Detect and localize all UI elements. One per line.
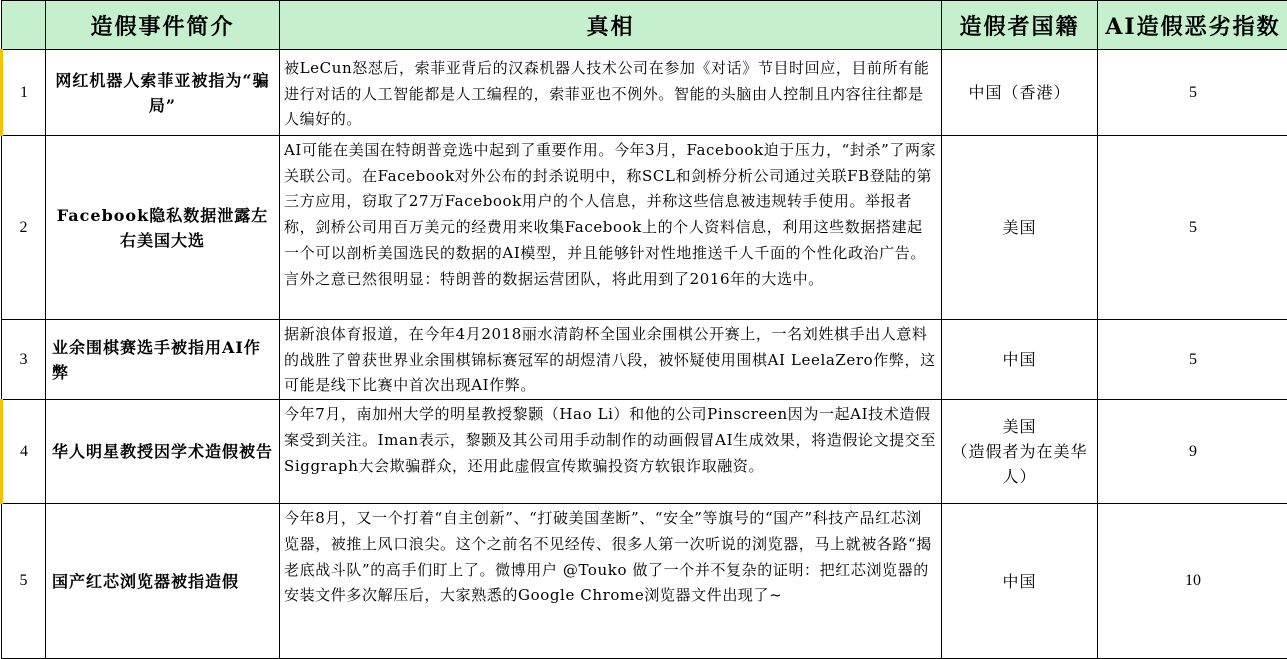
table-row bbox=[2, 136, 1287, 320]
header-index-cell bbox=[2, 1, 46, 50]
nationality-note: （造假者为在美华人） bbox=[948, 439, 1091, 489]
score: 9 bbox=[1098, 400, 1287, 504]
score: 5 bbox=[1098, 320, 1287, 400]
row-index: 4 bbox=[2, 400, 46, 504]
event-title: 国产红芯浏览器被指造假 bbox=[46, 504, 280, 659]
score: 5 bbox=[1098, 136, 1287, 320]
event-title: 网红机器人索菲亚被指为“骗局” bbox=[46, 50, 280, 136]
nationality: 美国 bbox=[948, 414, 1091, 439]
row-index: 5 bbox=[2, 504, 46, 659]
truth-text: 据新浪体育报道，在今年4月2018丽水清韵杯全国业余围棋公开赛上，一名刘姓棋手出人意料的战胜了曾获世界业余围棋锦标赛冠军的胡煜清八段，被怀疑使用围棋AI LeelaZero作弊，这可能是线下比赛中首次出现AI作弊。 bbox=[280, 320, 942, 400]
truth-text: 被LeCun怒怼后，索菲亚背后的汉森机器人技术公司在参加《对话》节目时回应，目前所有能进行对话的人工智能都是人工编程的，索菲亚也不例外。智能的头脑由人控制且内容往往都是人编好的。 bbox=[280, 50, 942, 136]
table-row bbox=[2, 50, 1287, 136]
nationality: 中国 bbox=[942, 504, 1098, 659]
score: 5 bbox=[1098, 50, 1287, 136]
truth-text: AI可能在美国在特朗普竞选中起到了重要作用。今年3月，Facebook迫于压力，“封杀”了两家关联公司。在Facebook对外公布的封杀说明中，称SCL和剑桥分析公司通过关联FB登陆的第三方应用，窃取了27万Facebook用户的个人信息，并称这些信息被违规转手使用。举报者称，剑桥公司用百万美元的经费用来收集Facebook上的个人资料信息，利用这些数据搭建起一个可以剖析美国选民的数据的AI模型，并且能够针对性地推送千人千面的个性化政治广告。言外之意已然很明显：特朗普的数据运营团队，将此用到了2016年的大选中。 bbox=[280, 136, 942, 320]
header-title-cell: 造假事件简介 bbox=[46, 1, 280, 50]
event-title: Facebook隐私数据泄露左右美国大选 bbox=[46, 136, 280, 320]
header-score-cell: AI造假恶劣指数 bbox=[1098, 1, 1287, 50]
header-truth-cell: 真相 bbox=[280, 1, 942, 50]
nationality: 中国 bbox=[942, 320, 1098, 400]
event-title: 业余围棋赛选手被指用AI作弊 bbox=[46, 320, 280, 400]
nationality: 中国（香港） bbox=[942, 50, 1098, 136]
nationality-cell bbox=[942, 400, 1098, 504]
event-title: 华人明星教授因学术造假被告 bbox=[46, 400, 280, 504]
score: 10 bbox=[1098, 504, 1287, 659]
truth-text: 今年7月，南加州大学的明星教授黎颢（Hao Li）和他的公司Pinscreen因为一起AI技术造假案受到关注。Iman表示，黎颢及其公司用手动制作的动画假冒AI生成效果，将造假论文提交至Siggraph大会欺骗群众，还用此虚假宣传欺骗投资方软银诈取融资。 bbox=[280, 400, 942, 504]
nationality: 美国 bbox=[942, 136, 1098, 320]
truth-text: 今年8月，又一个打着“自主创新”、“打破美国垄断”、“安全”等旗号的“国产”科技产品红芯浏览器，被推上风口浪尖。这个之前名不见经传、很多人第一次听说的浏览器，马上就被各路“揭老底战斗队”的高手们盯上了。微博用户 @Touko 做了一个并不复杂的证明：把红芯浏览器的安装文件多次解压后，大家熟悉的Google Chrome浏览器文件出现了~ bbox=[280, 504, 942, 659]
table-row bbox=[2, 504, 1287, 659]
row-index: 2 bbox=[2, 136, 46, 320]
header-row bbox=[2, 1, 1287, 50]
header-nationality-cell: 造假者国籍 bbox=[942, 1, 1098, 50]
row-index: 1 bbox=[2, 50, 46, 136]
table-row bbox=[2, 320, 1287, 400]
table-row bbox=[2, 400, 1287, 504]
row-index: 3 bbox=[2, 320, 46, 400]
